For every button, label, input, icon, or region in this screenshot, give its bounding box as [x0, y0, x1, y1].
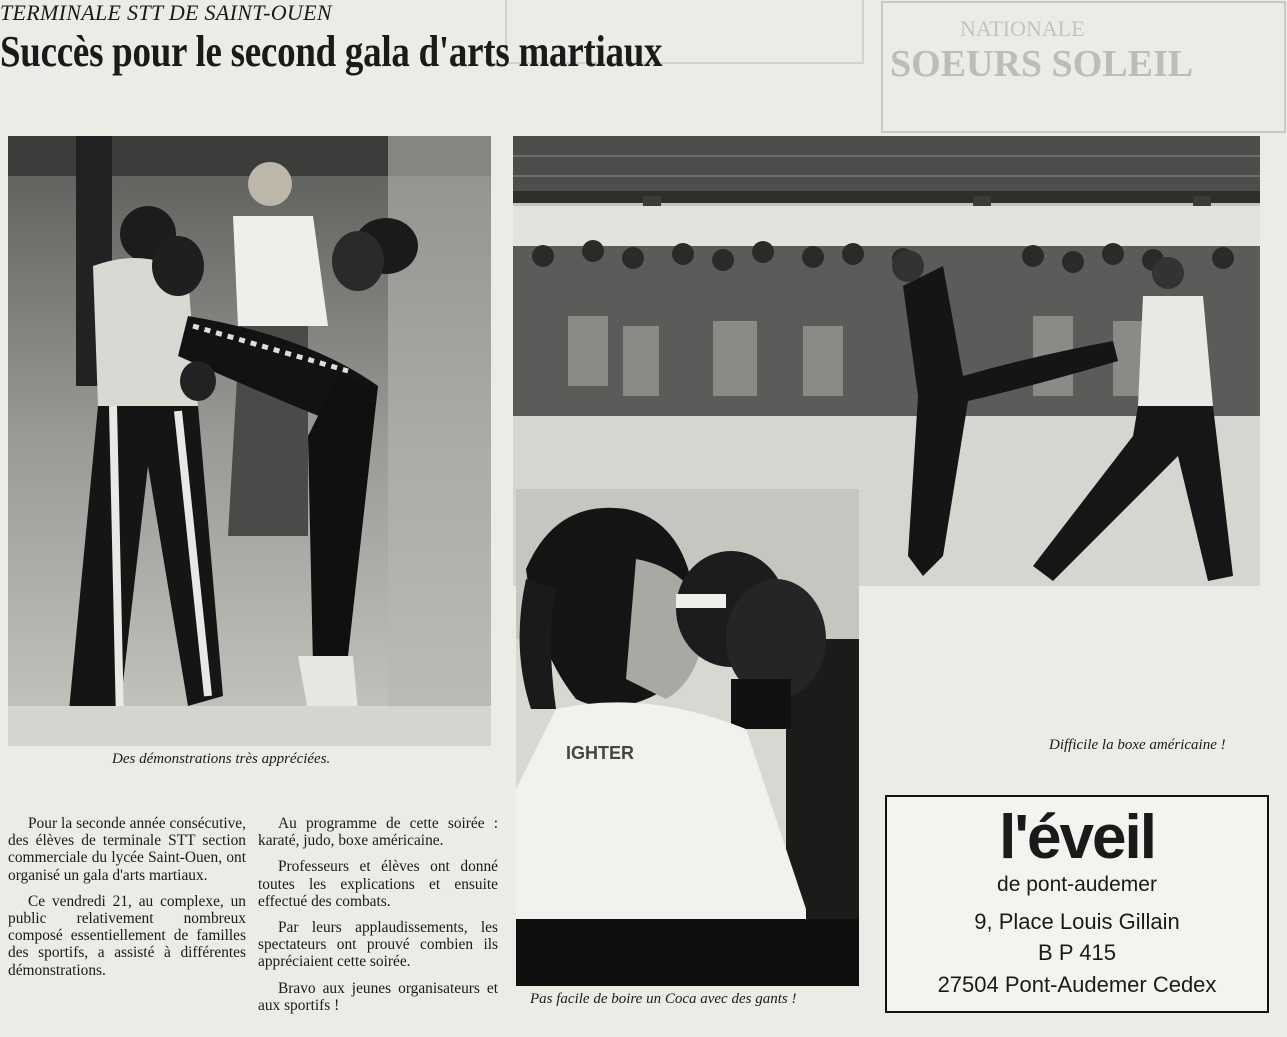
caption-photo-2: Difficile la boxe américaine ! [1049, 737, 1226, 753]
photo-boxer-drinking [516, 489, 859, 986]
newspaper-address-box [885, 795, 1269, 1013]
svg-text:IGHTER: IGHTER [566, 743, 635, 763]
ghost-text-2: NATIONALE [960, 16, 1085, 41]
caption-photo-3: Pas facile de boire un Coca avec des gants ! [530, 991, 797, 1007]
paragraph: Pour la seconde année consécutive, des élèves de terminale STT section commerciale du lycée Saint-Ouen, ont organisé un gala d'arts martiaux. [8, 815, 246, 884]
photo-kick-demonstration [8, 136, 491, 746]
paragraph: Au programme de cette soirée : karaté, judo, boxe américaine. [258, 815, 498, 850]
headline: Succès pour le second gala d'arts martiaux [0, 27, 663, 76]
address-line: 9, Place Louis Gillain [974, 909, 1180, 934]
newspaper-logo: l'éveil [999, 803, 1155, 872]
ghost-text-1: SOEURS SOLEIL [890, 43, 1194, 85]
caption-photo-1: Des démonstrations très appréciées. [112, 751, 331, 767]
newspaper-subtitle: de pont-audemer [997, 873, 1157, 896]
city-line: 27504 Pont-Audemer Cedex [937, 972, 1217, 997]
paragraph: Par leurs applaudissements, les spectateurs ont prouvé combien ils appréciaient cette soirée. [258, 919, 498, 971]
body-column-2 [258, 815, 498, 1023]
kicker: TERMINALE STT DE SAINT-OUEN [0, 0, 332, 25]
paragraph: Bravo aux jeunes organisateurs et aux sportifs ! [258, 979, 498, 1014]
paragraph: Professeurs et élèves ont donné toutes les explications et ensuite effectué des combats. [258, 858, 498, 910]
body-column-1 [8, 815, 246, 988]
paragraph: Ce vendredi 21, au complexe, un public relativement nombreux composé essentiellement de familles des sportifs, a assisté à différentes démonstrations. [8, 892, 246, 979]
po-box-line: B P 415 [1038, 940, 1116, 965]
